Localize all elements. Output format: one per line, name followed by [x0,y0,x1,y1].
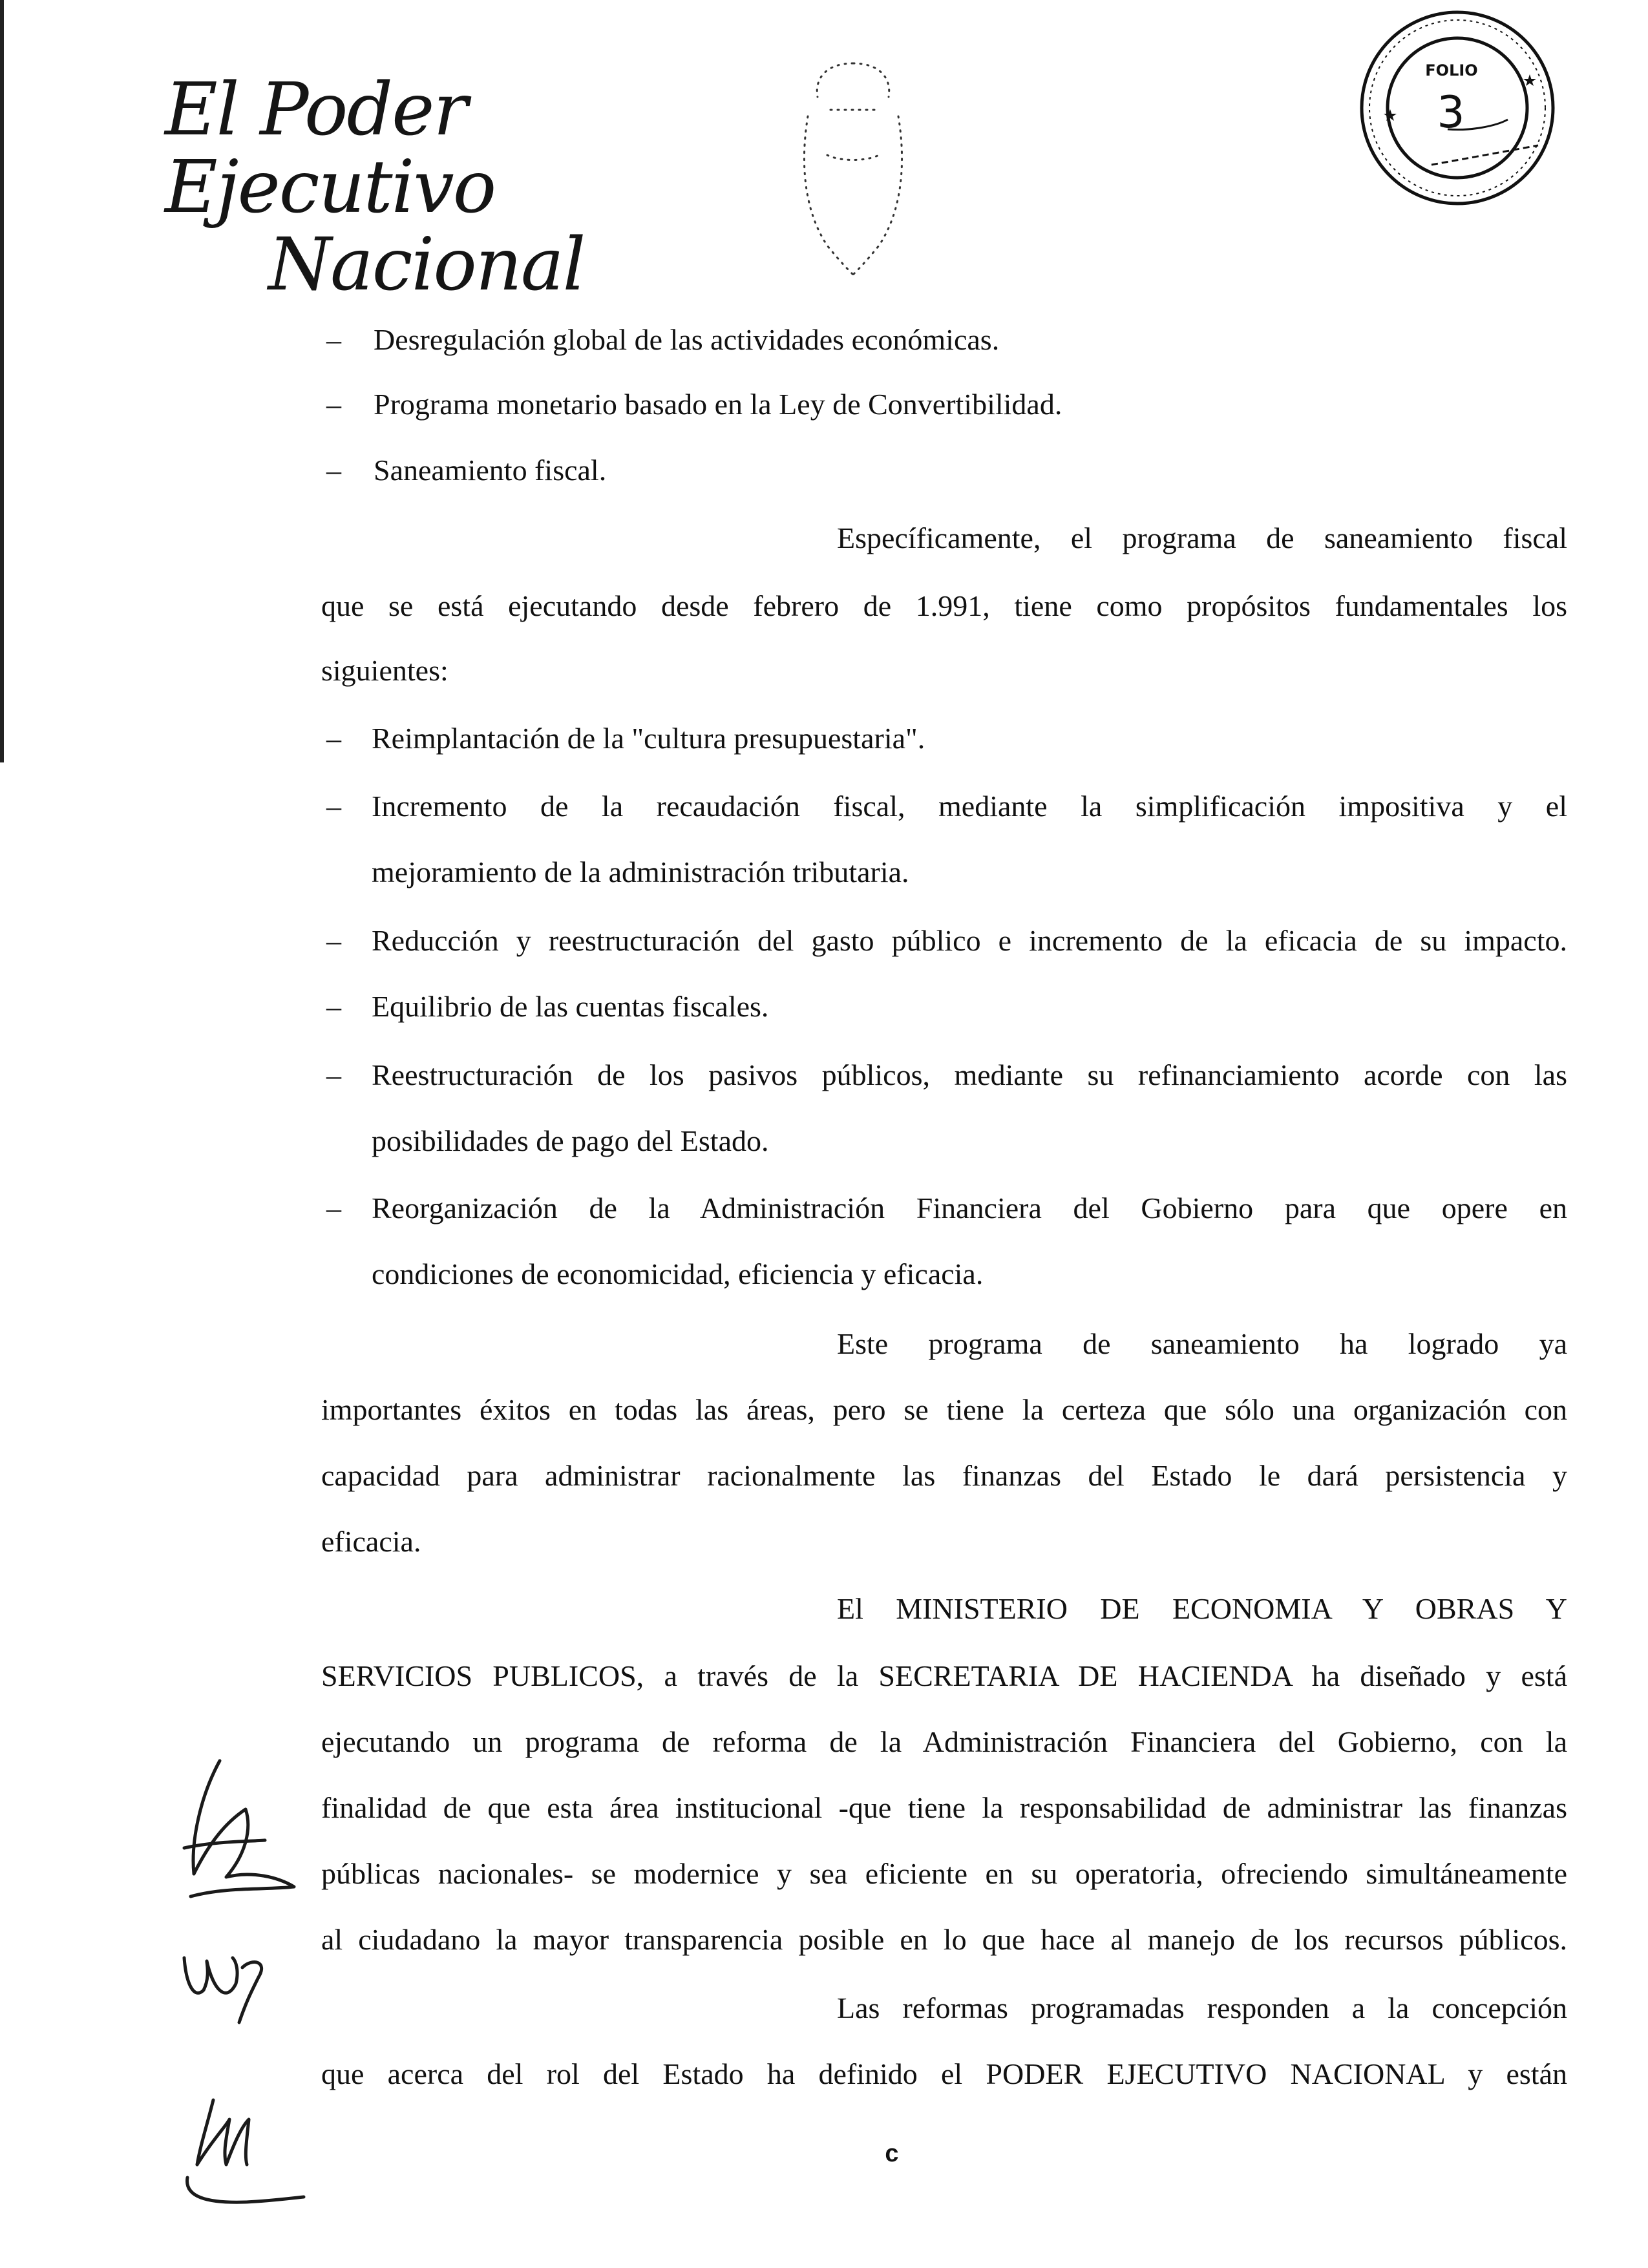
list-item: Saneamiento fiscal. [374,454,607,487]
list-item: Incremento de la recaudación fiscal, mediante la simplificación impositiva y el [372,790,1567,823]
stamp-label: FOLIO [1425,61,1478,79]
paragraph-line: finalidad de que esta área institucional -que tiene la responsabilidad de administrar las finanzas [321,1791,1567,1824]
paragraph-line: importantes éxitos en todas las áreas, pero se tiene la certeza que sólo una organización con [321,1393,1567,1426]
bullet-dash: – [326,722,341,755]
list-item: Programa monetario basado en la Ley de Convertibilidad. [374,388,1062,421]
stamp-folio-number: 3 [1437,87,1465,138]
paragraph-line: capacidad para administrar racionalmente las finanzas del Estado le dará persistencia y [321,1459,1567,1492]
bullet-dash: – [326,990,341,1023]
paragraph-line: públicas nacionales- se modernice y sea eficiente en su operatoria, ofreciendo simultáneamente [321,1857,1567,1890]
paragraph-line: que acerca del rol del Estado ha definido el PODER EJECUTIVO NACIONAL y están [321,2057,1567,2090]
page-number: c [885,2140,899,2167]
list-item: Equilibrio de las cuentas fiscales. [372,990,769,1023]
paragraph-line: que se está ejecutando desde febrero de 1.991, tiene como propósitos fundamentales los [321,589,1567,622]
list-item: Reestructuración de los pasivos públicos, mediante su refinanciamiento acorde con las [372,1058,1567,1091]
list-item-continuation: posibilidades de pago del Estado. [372,1124,769,1157]
coat-of-arms-watermark [788,58,918,278]
list-item: Reducción y reestructuración del gasto público e incremento de la eficacia de su impacto. [372,924,1567,957]
handwritten-initials-3 [174,2094,317,2210]
handwritten-initials [174,1758,304,1964]
bullet-dash: – [326,454,341,487]
bullet-dash: – [326,790,341,823]
paragraph-line: eficacia. [321,1525,421,1558]
bullet-dash: – [326,1058,341,1091]
paragraph-line: siguientes: [321,654,449,687]
paragraph-line: Este programa de saneamiento ha logrado ya [837,1327,1567,1360]
paragraph-line: ejecutando un programa de reforma de la Administración Financiera del Gobierno, con la [321,1725,1567,1758]
letterhead-line1: El Poder Ejecutivo [165,68,496,229]
handwritten-initials-2 [174,1938,304,2029]
paragraph-line: al ciudadano la mayor transparencia posible en lo que hace al manejo de los recursos públicos. [321,1923,1567,1956]
bullet-dash: – [326,1192,341,1224]
list-item: Reimplantación de la "cultura presupuestaria". [372,722,925,755]
letterhead-line2: Nacional [268,223,585,307]
list-item-continuation: condiciones de economicidad, eficiencia y eficacia. [372,1257,984,1290]
scan-edge [0,0,4,762]
paragraph-line: SERVICIOS PUBLICOS, a través de la SECRETARIA DE HACIENDA ha diseñado y está [321,1659,1567,1692]
paragraph-line: El MINISTERIO DE ECONOMIA Y OBRAS Y [837,1592,1567,1625]
list-item: Desregulación global de las actividades económicas. [374,323,1000,356]
paragraph-line: Las reformas programadas responden a la concepción [837,1991,1567,2024]
list-item: Reorganización de la Administración Financiera del Gobierno para que opere en [372,1192,1567,1224]
list-item-continuation: mejoramiento de la administración tributaria. [372,856,909,888]
bullet-dash: – [326,323,341,356]
bullet-dash: – [326,924,341,957]
paragraph-line: Específicamente, el programa de saneamiento fiscal [837,521,1567,554]
letterhead [165,68,630,307]
bullet-dash: – [326,388,341,421]
